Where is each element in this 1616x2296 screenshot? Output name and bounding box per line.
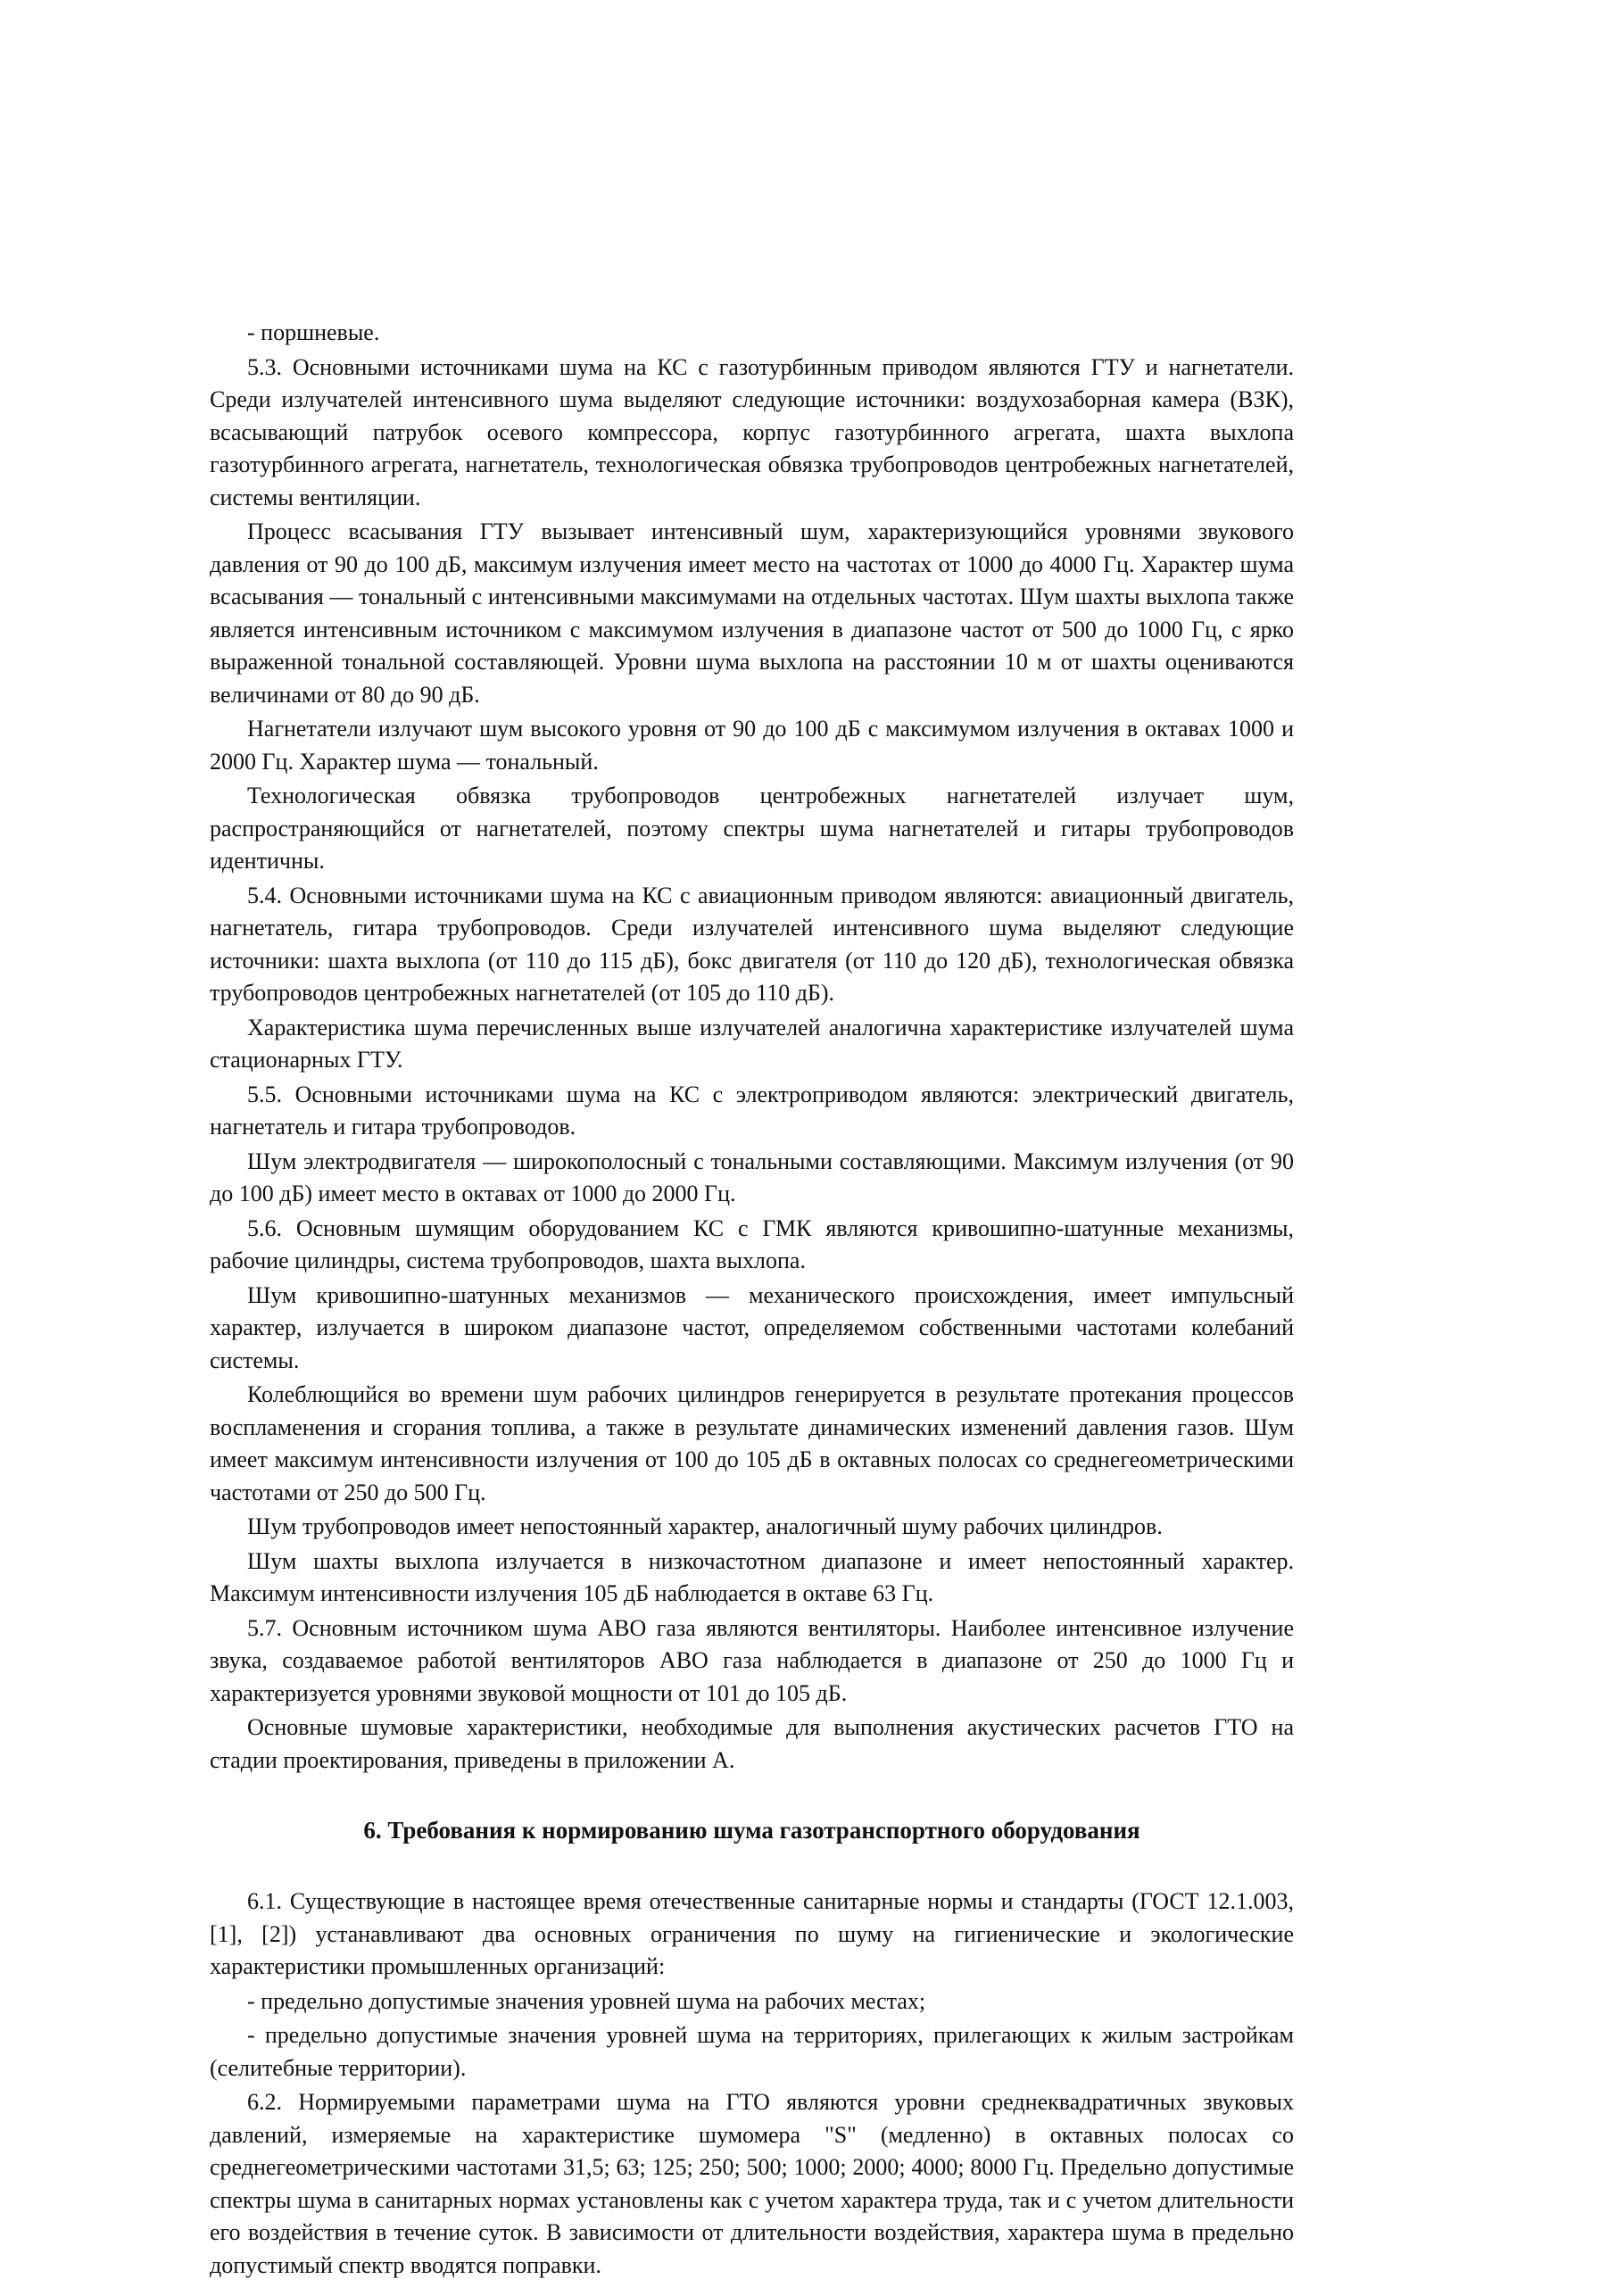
paragraph: 5.6. Основным шумящим оборудованием КС с ГМК являются кривошипно-шатунные механизмы, рабочие цилиндры, система трубопроводов, шахта выхлопа. xyxy=(210,1214,1294,1273)
paragraph: 6.2. Нормируемыми параметрами шума на ГТО являются уровни среднеквадратичных звуковых давлений, измеряемые на характеристике шумомера "S" (медленно) в октавных полосах со среднегеометрическими частотами 31,5; 63; 125; 250; 500; 1000; 2000; 4000; 8000 Гц. Предельно допустимые спектры шума в санитарных нормах установлены как с учетом характера труда, так и с учетом длительности его воздействия в течение суток. В зависимости от длительности воздействия, характера шума в предельно допустимый спектр вводятся поправки. xyxy=(210,2089,1294,2278)
paragraph: Технологическая обвязка трубопроводов центробежных нагнетателей излучает шум, распространяющийся от нагнетателей, поэтому спектры шума нагнетателей и гитары трубопроводов идентичны. xyxy=(210,783,1294,874)
paragraph: Процесс всасывания ГТУ вызывает интенсивный шум, характеризующийся уровнями звукового давления от 90 до 100 дБ, максимум излучения имеет место на частотах от 1000 до 4000 Гц. Характер шума всасывания — тональный с интенсивными максимумами на отдельных частотах. Шум шахты выхлопа также является интенсивным источником с максимумом излучения в диапазоне частот от 500 до 1000 Гц, с ярко выраженной тональной составляющей. Уровни шума выхлопа на расстоянии 10 м от шахты оцениваются величинами от 80 до 90 дБ. xyxy=(210,518,1294,708)
paragraph: Шум шахты выхлопа излучается в низкочастотном диапазоне и имеет непостоянный характер. Максимум интенсивности излучения 105 дБ наблюдается в октаве 63 Гц. xyxy=(210,1547,1294,1606)
document-page xyxy=(210,317,1294,2282)
paragraph: - предельно допустимые значения уровней шума на территориях, прилегающих к жилым застройкам (селитебные территории). xyxy=(210,2022,1294,2081)
paragraph: 5.7. Основным источником шума АВО газа являются вентиляторы. Наиболее интенсивное излучение звука, создаваемое работой вентиляторов АВО газа наблюдается в диапазоне от 250 до 1000 Гц и характеризуется уровнями звуковой мощности от 101 до 105 дБ. xyxy=(210,1614,1294,1706)
paragraph: 5.5. Основными источниками шума на КС с электроприводом являются: электрический двигатель, нагнетатель и гитара трубопроводов. xyxy=(210,1081,1294,1140)
paragraph: 5.4. Основными источниками шума на КС с авиационным приводом являются: авиационный двигатель, нагнетатель, гитара трубопроводов. Среди излучателей интенсивного шума выделяют следующие источники: шахта выхлопа (от 110 до 115 дБ), бокс двигателя (от 110 до 120 дБ), технологическая обвязка трубопроводов центробежных нагнетателей (от 105 до 110 дБ). xyxy=(210,882,1294,1006)
section-heading: 6. Требования к нормированию шума газотранспортного оборудования xyxy=(363,1817,1140,1844)
paragraph: Шум трубопроводов имеет непостоянный характер, аналогичный шуму рабочих цилиндров. xyxy=(247,1513,1163,1539)
paragraph: - поршневые. xyxy=(247,319,380,345)
paragraph: Колеблющийся во времени шум рабочих цилиндров генерируется в результате протекания процессов воспламенения и сгорания топлива, а также в результате динамических изменений давления газов. Шум имеет максимум интенсивности излучения от 100 до 105 дБ в октавных полосах со среднегеометрическими частотами от 250 до 500 Гц. xyxy=(210,1381,1294,1505)
paragraph: Характеристика шума перечисленных выше излучателей аналогична характеристике излучателей шума стационарных ГТУ. xyxy=(210,1014,1294,1073)
paragraph: Шум кривошипно-шатунных механизмов — механического происхождения, имеет импульсный характер, излучается в широком диапазоне частот, определяемом собственными частотами колебаний системы. xyxy=(210,1281,1294,1373)
paragraph: - предельно допустимые значения уровней шума на рабочих местах; xyxy=(247,1987,926,2014)
paragraph: Шум электродвигателя — широкополосный с тональными составляющими. Максимум излучения (от 90 до 100 дБ) имеет место в октавах от 1000 до 2000 Гц. xyxy=(210,1148,1294,1206)
paragraph: 6.1. Существующие в настоящее время отечественные санитарные нормы и стандарты (ГОСТ 12.1.003, [1], [2]) устанавливают два основных ограничения по шуму на гигиенические и экологические характеристики промышленных организаций: xyxy=(210,1888,1294,1979)
paragraph: 5.3. Основными источниками шума на КС с газотурбинным приводом являются ГТУ и нагнетатели. Среди излучателей интенсивного шума выделяют следующие источники: воздухозаборная камера (ВЗК), всасывающий патрубок осевого компрессора, корпус газотурбинного агрегата, шахта выхлопа газотурбинного агрегата, нагнетатель, технологическая обвязка трубопроводов центробежных нагнетателей, системы вентиляции. xyxy=(210,353,1294,510)
paragraph: Основные шумовые характеристики, необходимые для выполнения акустических расчетов ГТО на стадии проектирования, приведены в приложении А. xyxy=(210,1714,1294,1773)
paragraph: Нагнетатели излучают шум высокого уровня от 90 до 100 дБ с максимумом излучения в октавах 1000 и 2000 Гц. Характер шума — тональный. xyxy=(210,716,1294,775)
